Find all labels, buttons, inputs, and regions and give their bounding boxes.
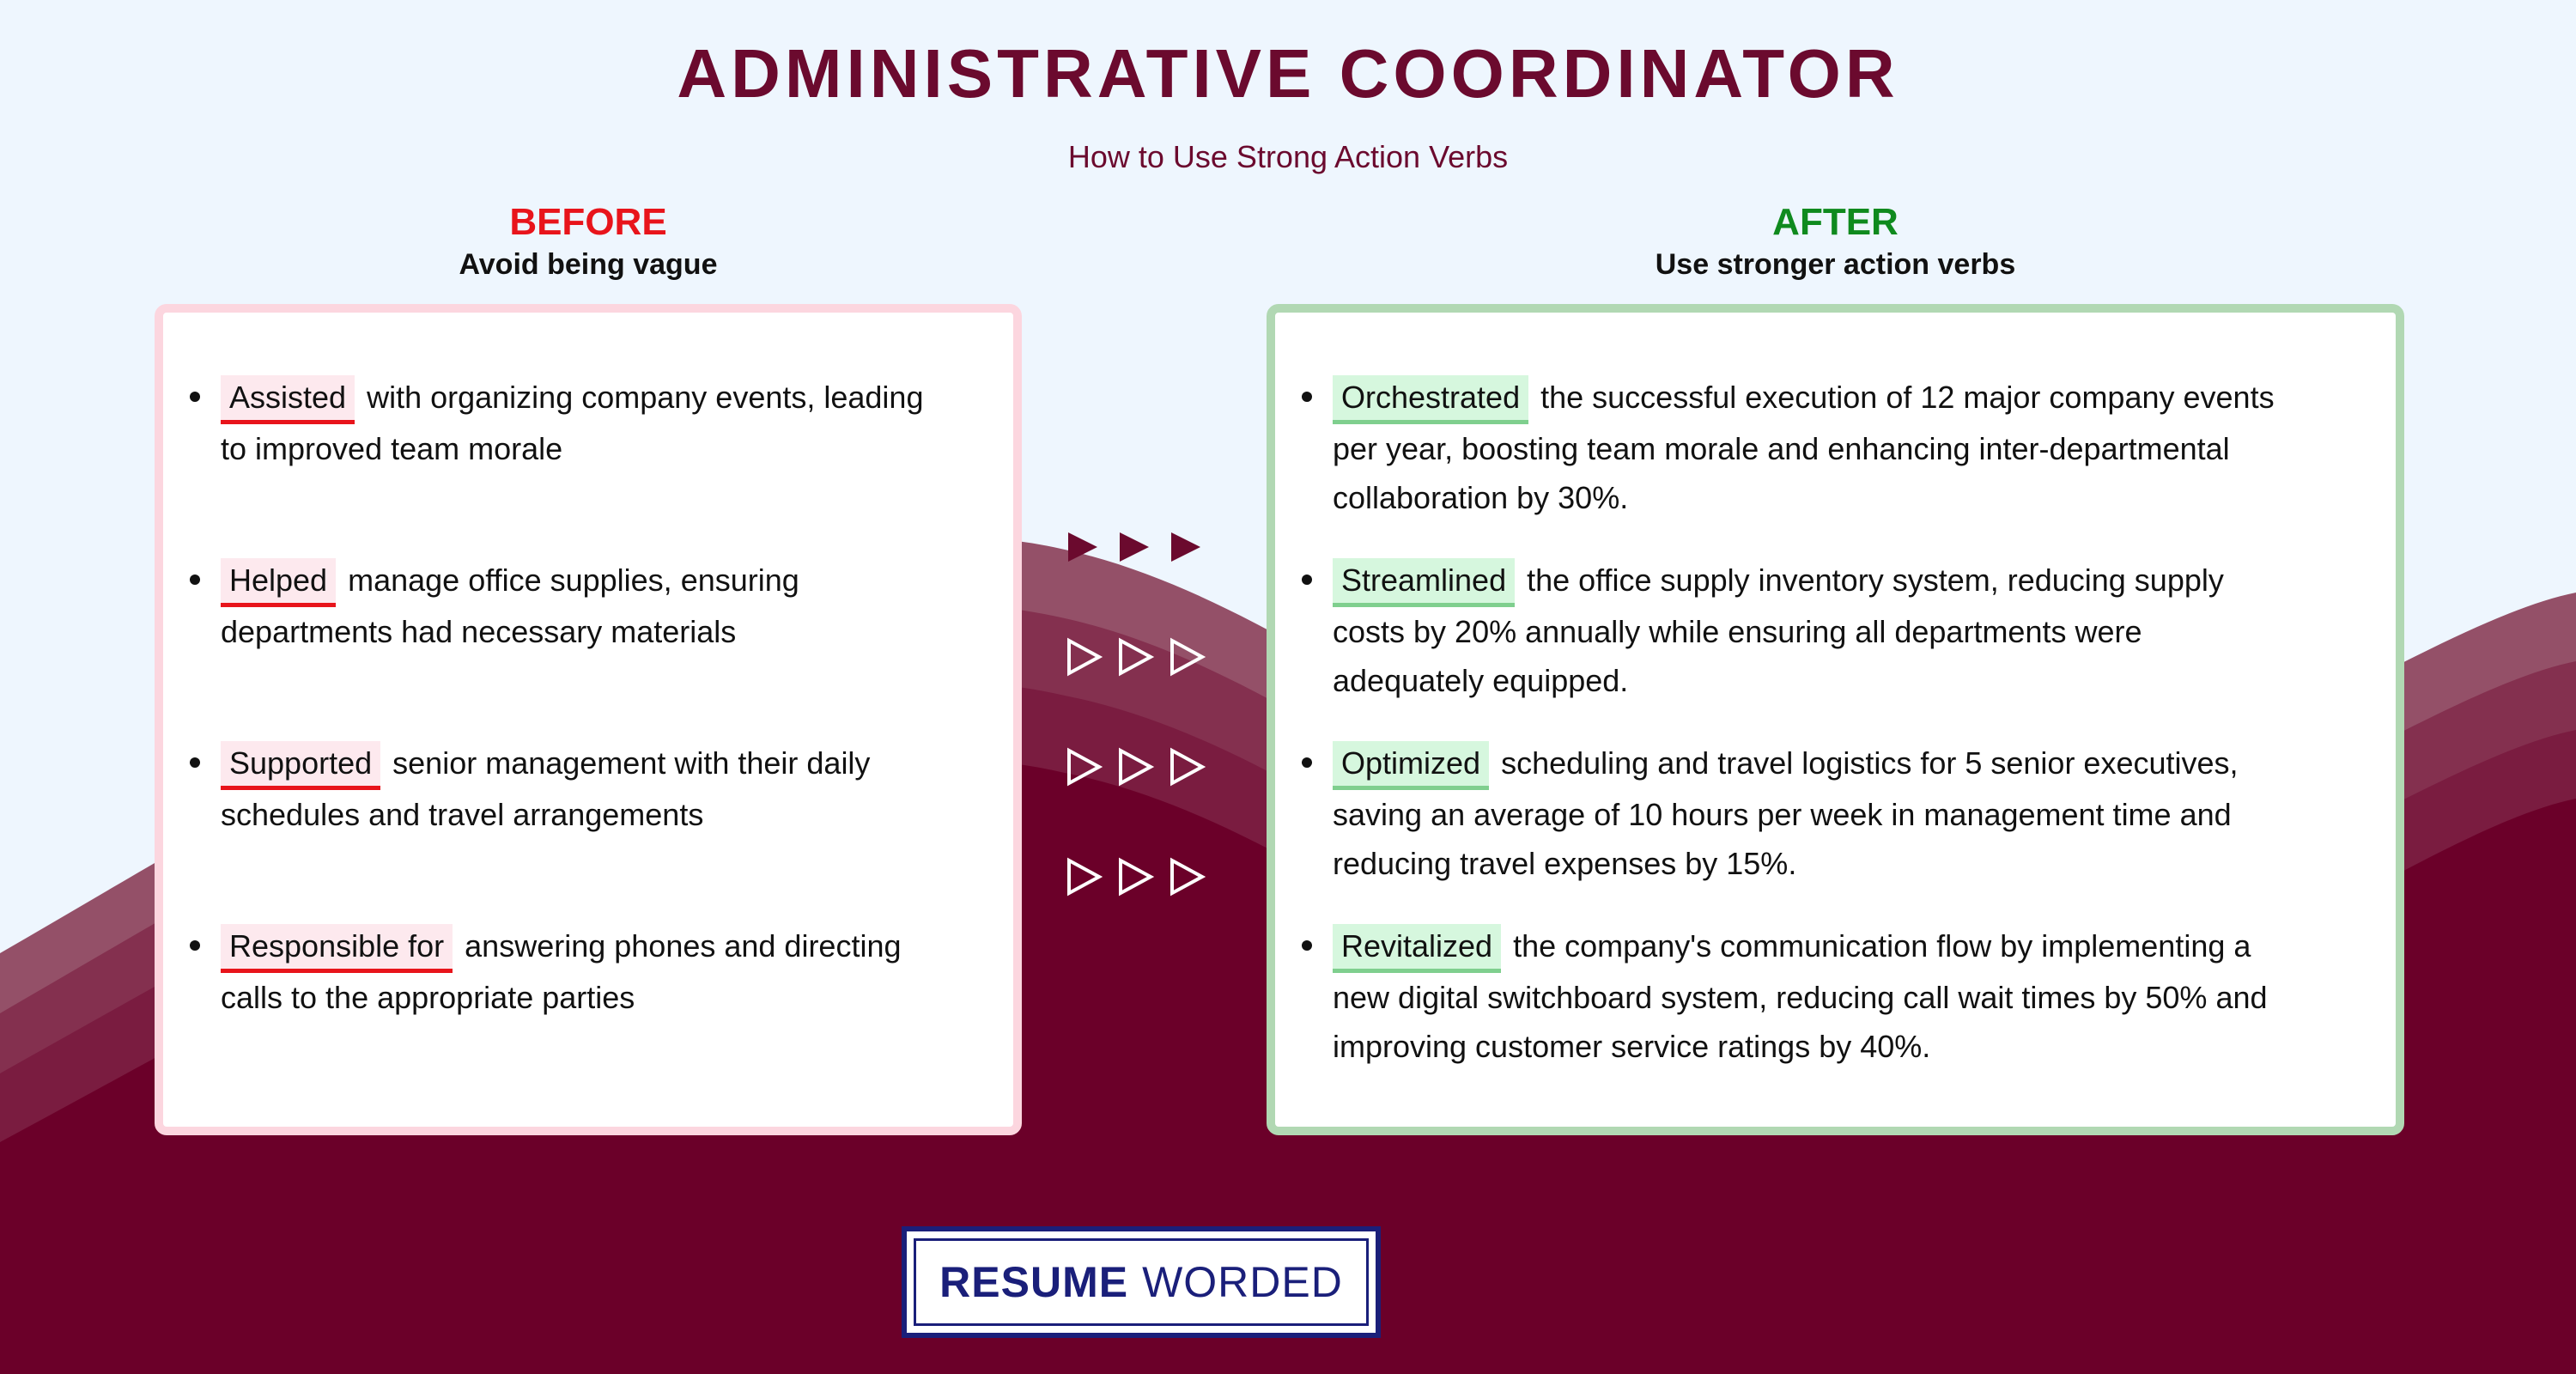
resume-worded-logo: [902, 1226, 1381, 1338]
bullet-text-line: per year, boosting team morale and enhancing inter-departmental: [1333, 431, 2230, 466]
bullet-dot: [190, 392, 200, 402]
weak-verb: Supported: [221, 741, 380, 790]
bullet-text-line: collaboration by 30%.: [1333, 480, 1629, 515]
before-bullet-4: [221, 921, 902, 1022]
bullet-text-line: manage office supplies, ensuring: [348, 562, 799, 598]
outline-arrows-icon: [1065, 855, 1236, 898]
page-title: ADMINISTRATIVE COORDINATOR: [677, 35, 1899, 112]
after-sublabel: Use stronger action verbs: [1655, 248, 2016, 281]
logo-light-text: WORDED: [1142, 1258, 1343, 1306]
before-panel: [155, 304, 1022, 1135]
before-bullet-3: [221, 739, 870, 839]
bullet-dot: [190, 757, 200, 768]
bullet-text-line: with organizing company events, leading: [367, 380, 924, 415]
strong-verb: Orchestrated: [1333, 375, 1528, 424]
outline-arrows-icon: [1065, 745, 1236, 788]
logo-bold-text: RESUME: [939, 1258, 1129, 1306]
bullet-text-line: costs by 20% annually while ensuring all departments were: [1333, 614, 2142, 649]
outline-arrows-icon: [1065, 635, 1236, 678]
page-subtitle: How to Use Strong Action Verbs: [1067, 139, 1509, 174]
after-bullet-2: [1333, 556, 2224, 705]
before-bullet-1: [221, 373, 923, 473]
filled-arrows-icon: [1065, 526, 1236, 568]
bullet-text-line: calls to the appropriate parties: [221, 980, 635, 1015]
bullet-text-line: saving an average of 10 hours per week in management time and: [1333, 797, 2232, 832]
logo-inner-border: [914, 1238, 1369, 1326]
after-bullet-3: [1333, 739, 2239, 888]
after-label: AFTER: [1772, 201, 1899, 243]
weak-verb: Helped: [221, 558, 336, 607]
bullet-text-line: adequately equipped.: [1333, 663, 1629, 698]
bullet-dot: [1302, 575, 1312, 585]
bullet-text-line: new digital switchboard system, reducing call wait times by 50% and: [1333, 980, 2268, 1015]
weak-verb: Assisted: [221, 375, 355, 424]
bullet-text-line: the company's communication flow by implementing a: [1513, 928, 2251, 964]
bullet-dot: [190, 575, 200, 585]
bullet-text-line: answering phones and directing: [465, 928, 902, 964]
before-sublabel: Avoid being vague: [459, 248, 718, 281]
bullet-text-line: to improved team morale: [221, 431, 563, 466]
after-heading: [1267, 199, 2404, 283]
after-panel: [1267, 304, 2404, 1135]
bullet-dot: [1302, 940, 1312, 951]
strong-verb: Streamlined: [1333, 558, 1515, 607]
bullet-text-line: reducing travel expenses by 15%.: [1333, 846, 1797, 881]
bullet-text-line: the successful execution of 12 major company events: [1540, 380, 2275, 415]
bullet-dot: [1302, 757, 1312, 768]
strong-verb: Optimized: [1333, 741, 1489, 790]
bullet-text-line: improving customer service ratings by 40%.: [1333, 1029, 1931, 1064]
after-bullet-4: [1333, 921, 2268, 1071]
bullet-dot: [190, 940, 200, 951]
bullet-text-line: departments had necessary materials: [221, 614, 737, 649]
bullet-dot: [1302, 392, 1312, 402]
bullet-text-line: the office supply inventory system, reducing supply: [1527, 562, 2224, 598]
before-bullet-2: [221, 556, 799, 656]
bullet-text-line: schedules and travel arrangements: [221, 797, 704, 832]
bullet-text-line: senior management with their daily: [392, 745, 871, 781]
before-label: BEFORE: [509, 201, 667, 243]
bullet-text-line: scheduling and travel logistics for 5 senior executives,: [1501, 745, 2239, 781]
after-bullet-1: [1333, 373, 2275, 522]
before-heading: [155, 199, 1022, 283]
strong-verb: Revitalized: [1333, 924, 1501, 973]
weak-verb: Responsible for: [221, 924, 453, 973]
